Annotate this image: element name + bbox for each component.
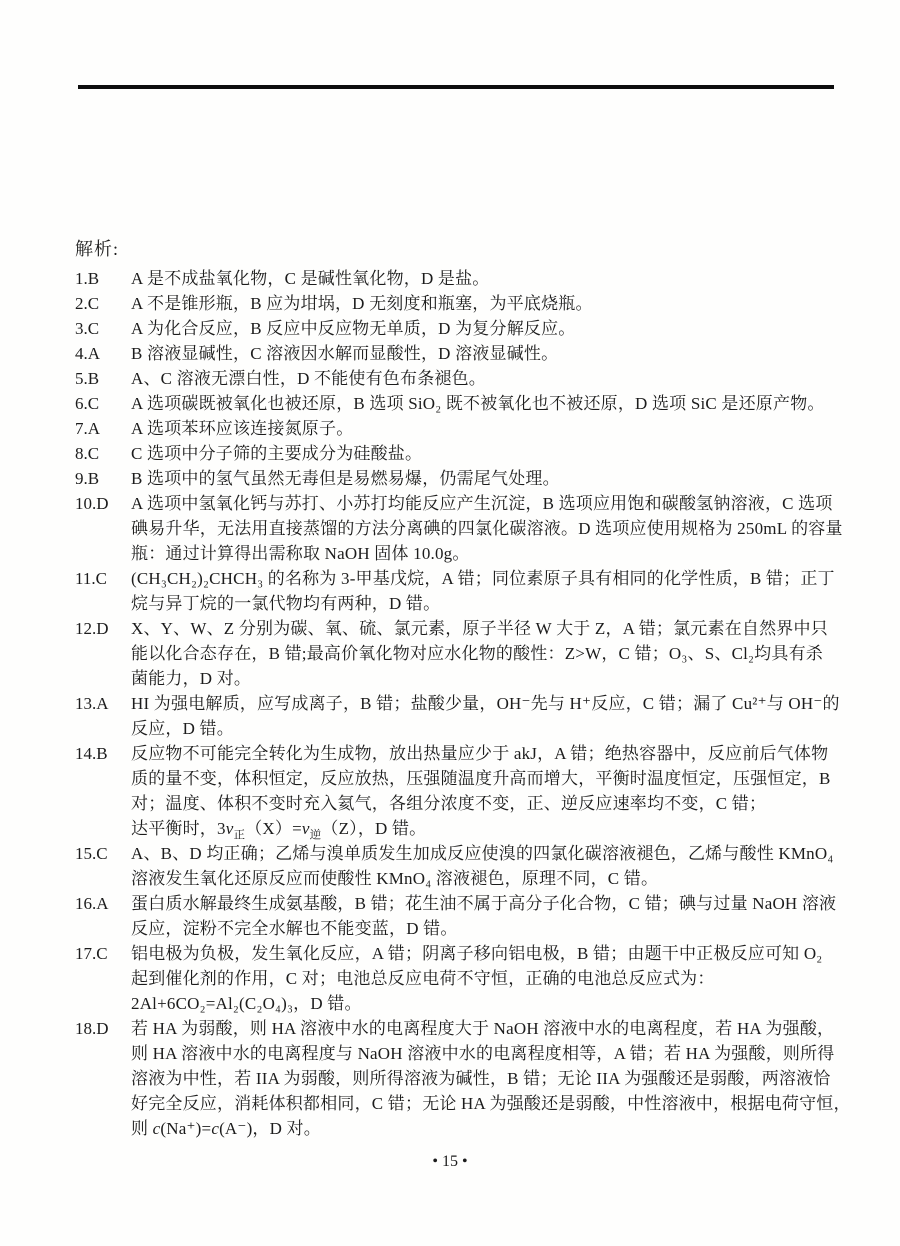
answer-text (131, 366, 839, 391)
answer-label: 7.A (75, 419, 101, 438)
answer-list (75, 266, 851, 1141)
answer-line: (CH₃CH₂)₂CHCH₃ 的名称为 3-甲基戊烷，A 错；同位素原子具有相同的化学性质，B 错；正丁 (131, 569, 835, 588)
answer-line: A 选项苯环应该连接氮原子。 (131, 419, 354, 438)
answer-line: 对；温度、体积不变时充入氦气，各组分浓度不变，正、逆反应速率均不变，C 错； (131, 794, 767, 813)
answer-line: 反应，淀粉不完全水解也不能变蓝，D 错。 (131, 919, 458, 938)
answer-item (75, 366, 839, 391)
answer-label: 5.B (75, 369, 100, 388)
answer-line: A 选项中氢氧化钙与苏打、小苏打均能反应产生沉淀，B 选项应用饱和碳酸氢钠溶液，C 选项 (131, 494, 833, 513)
answer-label: 2.C (75, 294, 100, 313)
answer-item (75, 466, 839, 491)
answer-line: B 选项中的氢气虽然无毒但是易燃易爆，仍需尾气处理。 (131, 469, 560, 488)
answer-line: HI 为强电解质，应写成离子，B 错；盐酸少量，OH⁻先与 H⁺反应，C 错；漏了 Cu²⁺与 OH⁻的 (131, 694, 840, 713)
answer-label: 18.D (75, 1019, 109, 1038)
answer-line: 反应，D 错。 (131, 719, 234, 738)
answer-label: 9.B (75, 469, 100, 488)
answer-item (75, 316, 839, 341)
answer-line: 铝电极为负极，发生氧化反应，A 错；阴离子移向铝电极，B 错；由题干中正极反应可知 O₂ (131, 944, 823, 963)
answer-line: 烷与异丁烷的一氯代物均有两种，D 错。 (131, 594, 441, 613)
answer-line: C 选项中分子筛的主要成分为硅酸盐。 (131, 444, 423, 463)
answer-text (131, 266, 839, 291)
answer-label: 1.B (75, 269, 100, 288)
answer-line: 瓶：通过计算得出需称取 NaOH 固体 10.0g。 (131, 544, 470, 563)
answer-line: B 溶液显碱性，C 溶液因水解而显酸性，D 溶液显碱性。 (131, 344, 559, 363)
answer-label: 12.D (75, 619, 109, 638)
page-number: • 15 • (432, 1153, 468, 1170)
answer-text (131, 691, 839, 741)
answer-text (131, 841, 839, 891)
answer-label: 4.A (75, 344, 101, 363)
answer-line: A 不是锥形瓶，B 应为坩埚，D 无刻度和瓶塞，为平底烧瓶。 (131, 294, 593, 313)
answer-item (75, 266, 839, 291)
answer-line: 则 c(Na⁺)=c(A⁻)，D 对。 (131, 1119, 321, 1138)
answer-text (131, 466, 839, 491)
answer-label: 6.C (75, 394, 100, 413)
answer-text (131, 616, 839, 691)
answer-text (131, 891, 839, 941)
answer-text (131, 316, 839, 341)
answer-line: 菌能力，D 对。 (131, 669, 252, 688)
answer-item (75, 891, 839, 941)
header-rule (78, 85, 834, 89)
answer-label: 16.A (75, 894, 109, 913)
answer-line: X、Y、W、Z 分别为碳、氧、硫、氯元素，原子半径 W 大于 Z，A 错；氯元素在自然界中只 (131, 619, 828, 638)
answer-line: 起到催化剂的作用，C 对；电池总反应电荷不守恒，正确的电池总反应式为： (131, 969, 715, 988)
answer-text (131, 1016, 851, 1141)
answer-text (131, 441, 839, 466)
answer-item (75, 566, 839, 616)
answer-item (75, 416, 839, 441)
answer-label: 8.C (75, 444, 100, 463)
answer-line: 反应物不可能完全转化为生成物，放出热量应少于 akJ，A 错；绝热容器中，反应前后气体物 (131, 744, 829, 763)
answer-text (131, 491, 843, 566)
answer-line: A、B、D 均正确；乙烯与溴单质发生加成反应使溴的四氯化碳溶液褪色，乙烯与酸性 KMnO₄ (131, 844, 834, 863)
answer-line: 溶液发生氧化还原反应而使酸性 KMnO₄ 溶液褪色，原理不同，C 错。 (131, 869, 659, 888)
answer-line: 好完全反应，消耗体积都相同，C 错；无论 HA 为强酸还是弱酸，中性溶液中，根据电荷守恒， (131, 1094, 851, 1113)
answer-text (131, 291, 839, 316)
answer-line: 若 HA 为弱酸，则 HA 溶液中水的电离程度大于 NaOH 溶液中水的电离程度，若 HA 为强酸， (131, 1019, 835, 1038)
answer-line: 2Al+6CO₂=Al₂(C₂O₄)₃，D 错。 (131, 994, 362, 1013)
answer-item (75, 491, 843, 566)
answer-item (75, 341, 839, 366)
answer-line: 达平衡时，$3v_正(X)=v_逆(Z)$，D 错。 (131, 819, 427, 842)
answer-item (75, 941, 839, 1016)
answer-text (131, 391, 839, 416)
answer-line: 质的量不变，体积恒定，反应放热，压强随温度升高而增大，平衡时温度恒定，压强恒定，B (131, 769, 831, 788)
answer-item (75, 616, 839, 691)
answer-line: 蛋白质水解最终生成氨基酸，B 错；花生油不属于高分子化合物，C 错；碘与过量 NaOH 溶液 (131, 894, 837, 913)
answer-label: 14.B (75, 744, 108, 763)
answer-item (75, 291, 839, 316)
answer-text (131, 416, 839, 441)
answer-line: A、C 溶液无漂白性，D 不能使有色布条褪色。 (131, 369, 486, 388)
answer-text (131, 941, 839, 1016)
section-heading: 解析: (75, 239, 120, 259)
answer-line: A 为化合反应，B 反应中反应物无单质，D 为复分解反应。 (131, 319, 576, 338)
answer-text (131, 341, 839, 366)
answer-label: 11.C (75, 569, 107, 588)
answer-item (75, 441, 839, 466)
answer-text (131, 566, 839, 616)
answer-line: A 选项碳既被氧化也被还原，B 选项 SiO₂ 既不被氧化也不被还原，D 选项 SiC 是还原产物。 (131, 394, 825, 413)
answer-label: 15.C (75, 844, 108, 863)
answer-label: 10.D (75, 494, 109, 513)
answer-item (75, 1016, 851, 1141)
answer-item (75, 741, 839, 841)
answer-line: 溶液为中性，若 IIA 为弱酸，则所得溶液为碱性，B 错；无论 IIA 为强酸还是弱酸，两溶液恰 (131, 1069, 831, 1088)
answer-item (75, 841, 839, 891)
answer-line: 碘易升华，无法用直接蒸馏的方法分离碘的四氯化碳溶液。D 选项应使用规格为 250mL 的容量 (131, 519, 843, 538)
answer-line: A 是不成盐氧化物，C 是碱性氧化物，D 是盐。 (131, 269, 490, 288)
answer-item (75, 691, 839, 741)
answer-item (75, 391, 839, 416)
answer-label: 13.A (75, 694, 109, 713)
answer-text (131, 741, 839, 841)
answer-line: 则 HA 溶液中水的电离程度与 NaOH 溶液中水的电离程度相等，A 错；若 HA 为强酸，则所得 (131, 1044, 835, 1063)
answer-label: 3.C (75, 319, 100, 338)
answer-line: 能以化合态存在，B 错;最高价氧化物对应水化物的酸性：Z>W，C 错；O₃、S、Cl₂均具有杀 (131, 644, 823, 663)
answer-label: 17.C (75, 944, 108, 963)
